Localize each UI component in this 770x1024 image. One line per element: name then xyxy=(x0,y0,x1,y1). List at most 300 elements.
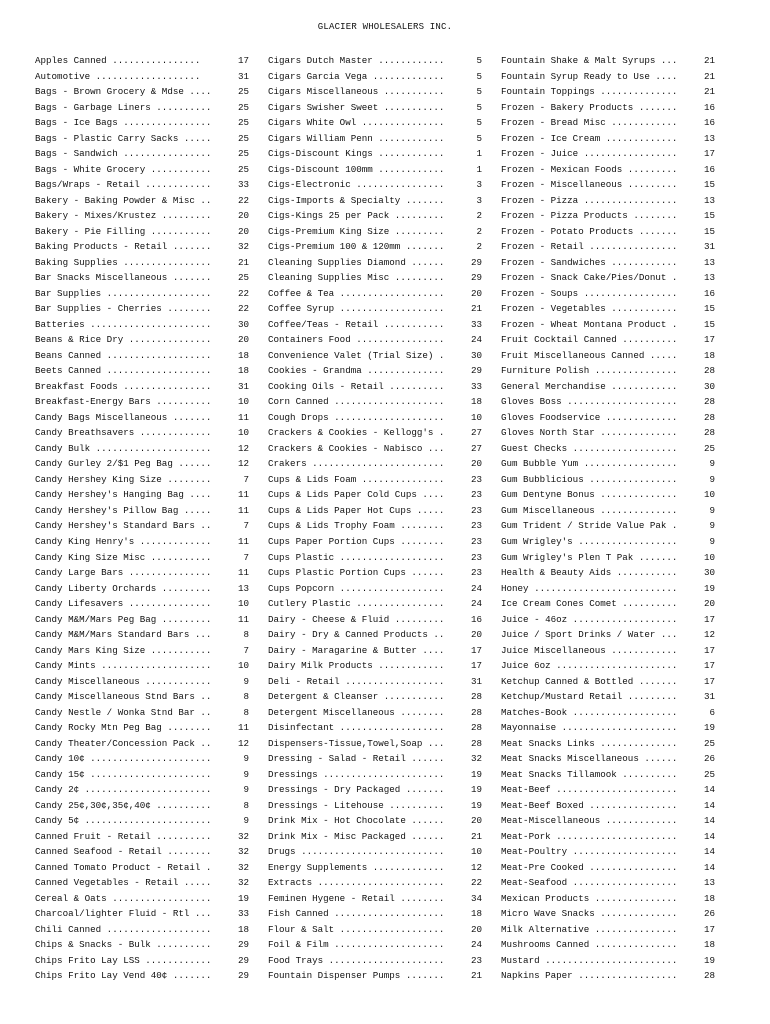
entry-page-number: 13 xyxy=(703,194,715,206)
index-entry xyxy=(501,798,715,814)
index-entry xyxy=(35,379,249,395)
entry-page-number: 28 xyxy=(703,365,715,377)
entry-label: Candy Hershey's Hanging Bag .... xyxy=(35,489,212,501)
entry-label: Juice / Sport Drinks / Water ... xyxy=(501,629,678,641)
entry-page-number: 9 xyxy=(709,473,715,485)
index-entry xyxy=(501,705,715,721)
entry-page-number: 32 xyxy=(237,241,249,253)
entry-label: Chips Frito Lay LSS ............ xyxy=(35,954,212,966)
entry-label: Cleaning Supplies Misc ......... xyxy=(268,272,445,284)
entry-page-number: 16 xyxy=(703,287,715,299)
index-entry xyxy=(268,751,482,767)
entry-page-number: 12 xyxy=(470,861,482,873)
entry-page-number: 21 xyxy=(703,70,715,82)
entry-label: Candy 25¢,30¢,35¢,40¢ .......... xyxy=(35,799,212,811)
index-entry xyxy=(501,487,715,503)
entry-page-number: 25 xyxy=(703,442,715,454)
entry-page-number: 18 xyxy=(470,908,482,920)
entry-label: Frozen - Juice ................. xyxy=(501,148,678,160)
index-entry xyxy=(501,425,715,441)
entry-label: Chili Canned ................... xyxy=(35,923,212,935)
entry-label: Mexican Products ............... xyxy=(501,892,678,904)
entry-label: Cups & Lids Paper Cold Cups .... xyxy=(268,489,445,501)
entry-label: Frozen - Pizza Products ........ xyxy=(501,210,678,222)
entry-page-number: 25 xyxy=(237,163,249,175)
index-entry xyxy=(35,363,249,379)
entry-page-number: 27 xyxy=(470,427,482,439)
index-entry xyxy=(35,658,249,674)
entry-label: Cups & Lids Trophy Foam ........ xyxy=(268,520,445,532)
entry-label: Canned Tomato Product - Retail . xyxy=(35,861,212,873)
entry-label: Cigars Garcia Vega ............. xyxy=(268,70,445,82)
index-entry xyxy=(35,906,249,922)
index-entry xyxy=(35,270,249,286)
entry-label: Cups Plastic Portion Cups ...... xyxy=(268,567,445,579)
entry-page-number: 9 xyxy=(709,504,715,516)
entry-label: Chips & Snacks - Bulk .......... xyxy=(35,939,212,951)
entry-label: Cigs-Discount 100mm ............ xyxy=(268,163,445,175)
index-entry xyxy=(35,844,249,860)
index-entry xyxy=(268,115,482,131)
entry-page-number: 17 xyxy=(703,644,715,656)
index-entry xyxy=(268,425,482,441)
entry-page-number: 13 xyxy=(703,256,715,268)
entry-page-number: 23 xyxy=(470,535,482,547)
entry-page-number: 19 xyxy=(703,722,715,734)
entry-label: Gloves Boss .................... xyxy=(501,396,678,408)
entry-label: Coffee Syrup ................... xyxy=(268,303,445,315)
entry-page-number: 16 xyxy=(703,101,715,113)
entry-label: Fish Canned .................... xyxy=(268,908,445,920)
entry-page-number: 31 xyxy=(703,241,715,253)
entry-page-number: 25 xyxy=(237,86,249,98)
index-entry xyxy=(268,689,482,705)
entry-page-number: 17 xyxy=(703,923,715,935)
entry-label: Dairy - Maragarine & Butter .... xyxy=(268,644,445,656)
entry-page-number: 5 xyxy=(476,55,482,66)
index-entry xyxy=(268,472,482,488)
entry-page-number: 9 xyxy=(709,520,715,532)
entry-label: Food Trays ..................... xyxy=(268,954,445,966)
index-entry xyxy=(35,224,249,240)
index-entry xyxy=(501,456,715,472)
entry-label: Canned Seafood - Retail ........ xyxy=(35,846,212,858)
entry-page-number: 21 xyxy=(470,830,482,842)
entry-label: Crackers & Cookies - Nabisco ... xyxy=(268,442,445,454)
entry-page-number: 1 xyxy=(476,163,482,175)
index-entry xyxy=(35,596,249,612)
index-entry xyxy=(501,441,715,457)
index-entry xyxy=(268,363,482,379)
index-entry xyxy=(268,674,482,690)
entry-page-number: 14 xyxy=(703,815,715,827)
entry-page-number: 10 xyxy=(237,660,249,672)
entry-label: Milk Alternative ............... xyxy=(501,923,678,935)
index-entry xyxy=(501,131,715,147)
index-entry xyxy=(501,379,715,395)
index-entry xyxy=(501,286,715,302)
entry-label: Cigs-Imports & Specialty ....... xyxy=(268,194,445,206)
entry-label: Cups Plastic ................... xyxy=(268,551,445,563)
entry-page-number: 20 xyxy=(470,815,482,827)
entry-label: Health & Beauty Aids ........... xyxy=(501,567,678,579)
index-entry xyxy=(268,84,482,100)
entry-page-number: 3 xyxy=(476,179,482,191)
entry-page-number: 16 xyxy=(470,613,482,625)
entry-label: Ice Cream Cones Comet .......... xyxy=(501,598,678,610)
entry-label: Candy Mints .................... xyxy=(35,660,212,672)
index-entry xyxy=(35,239,249,255)
entry-page-number: 31 xyxy=(237,70,249,82)
entry-page-number: 12 xyxy=(237,458,249,470)
entry-page-number: 16 xyxy=(703,117,715,129)
entry-page-number: 21 xyxy=(470,303,482,315)
index-entry xyxy=(501,301,715,317)
index-entry xyxy=(35,69,249,85)
entry-label: Ketchup/Mustard Retail ......... xyxy=(501,691,678,703)
entry-label: Detergent Miscellaneous ........ xyxy=(268,706,445,718)
index-entry xyxy=(35,922,249,938)
entry-label: Dressing - Salad - Retail ...... xyxy=(268,753,445,765)
entry-page-number: 22 xyxy=(237,303,249,315)
entry-page-number: 10 xyxy=(237,396,249,408)
entry-page-number: 18 xyxy=(470,396,482,408)
index-entry xyxy=(501,503,715,519)
entry-page-number: 25 xyxy=(703,737,715,749)
entry-page-number: 34 xyxy=(470,892,482,904)
index-entry xyxy=(268,860,482,876)
entry-label: Breakfast-Energy Bars .......... xyxy=(35,396,212,408)
index-entry xyxy=(35,100,249,116)
index-column-2 xyxy=(268,53,482,984)
entry-page-number: 9 xyxy=(243,768,249,780)
index-entry xyxy=(501,208,715,224)
entry-page-number: 20 xyxy=(470,629,482,641)
entry-label: Napkins Paper .................. xyxy=(501,970,678,982)
entry-label: Dairy Milk Products ............ xyxy=(268,660,445,672)
entry-label: Fountain Toppings .............. xyxy=(501,86,678,98)
entry-page-number: 18 xyxy=(237,923,249,935)
entry-label: Extracts ....................... xyxy=(268,877,445,889)
entry-page-number: 16 xyxy=(703,163,715,175)
index-entry xyxy=(268,658,482,674)
index-entry xyxy=(35,829,249,845)
entry-label: Candy Nestle / Wonka Stnd Bar .. xyxy=(35,706,212,718)
index-entry xyxy=(35,286,249,302)
entry-page-number: 14 xyxy=(703,784,715,796)
entry-page-number: 12 xyxy=(237,442,249,454)
entry-page-number: 9 xyxy=(243,815,249,827)
entry-page-number: 1 xyxy=(476,148,482,160)
entry-page-number: 10 xyxy=(470,411,482,423)
index-entry xyxy=(501,146,715,162)
entry-page-number: 27 xyxy=(470,442,482,454)
index-entry xyxy=(268,193,482,209)
entry-page-number: 28 xyxy=(703,411,715,423)
entry-page-number: 21 xyxy=(703,55,715,66)
entry-label: Frozen - Pizza ................. xyxy=(501,194,678,206)
entry-label: Cups & Lids Foam ............... xyxy=(268,473,445,485)
entry-page-number: 5 xyxy=(476,70,482,82)
entry-label: Dairy - Dry & Canned Products .. xyxy=(268,629,445,641)
index-entry xyxy=(35,503,249,519)
entry-page-number: 33 xyxy=(470,380,482,392)
entry-label: Flour & Salt ................... xyxy=(268,923,445,935)
entry-label: Frozen - Wheat Montana Product . xyxy=(501,318,678,330)
entry-label: Bar Snacks Miscellaneous ....... xyxy=(35,272,212,284)
entry-page-number: 7 xyxy=(243,551,249,563)
entry-label: Cigs-Electronic ................ xyxy=(268,179,445,191)
index-entry xyxy=(35,798,249,814)
index-entry xyxy=(35,441,249,457)
entry-page-number: 25 xyxy=(237,117,249,129)
index-entry xyxy=(35,394,249,410)
index-entry xyxy=(35,751,249,767)
entry-page-number: 28 xyxy=(470,691,482,703)
index-entry xyxy=(268,798,482,814)
entry-page-number: 26 xyxy=(703,908,715,920)
entry-label: Gloves North Star .............. xyxy=(501,427,678,439)
entry-label: Frozen - Soups ................. xyxy=(501,287,678,299)
entry-page-number: 23 xyxy=(470,489,482,501)
index-entry xyxy=(268,891,482,907)
entry-page-number: 19 xyxy=(703,582,715,594)
index-entry xyxy=(35,937,249,953)
entry-label: Juice 6oz ...................... xyxy=(501,660,678,672)
index-entry xyxy=(501,239,715,255)
entry-label: Bar Supplies ................... xyxy=(35,287,212,299)
index-entry xyxy=(501,720,715,736)
entry-label: Frozen - Potato Products ....... xyxy=(501,225,678,237)
index-entry xyxy=(501,891,715,907)
entry-page-number: 8 xyxy=(243,691,249,703)
entry-page-number: 15 xyxy=(703,179,715,191)
entry-label: Bakery - Pie Filling ........... xyxy=(35,225,212,237)
entry-page-number: 17 xyxy=(703,148,715,160)
entry-label: Candy M&M/Mars Peg Bag ......... xyxy=(35,613,212,625)
index-entry xyxy=(501,813,715,829)
entry-label: Cutlery Plastic ................ xyxy=(268,598,445,610)
entry-page-number: 11 xyxy=(237,489,249,501)
entry-page-number: 7 xyxy=(243,520,249,532)
entry-page-number: 9 xyxy=(243,675,249,687)
entry-label: Frozen - Mexican Foods ......... xyxy=(501,163,678,175)
entry-page-number: 20 xyxy=(237,334,249,346)
entry-page-number: 2 xyxy=(476,210,482,222)
entry-label: Dairy - Cheese & Fluid ......... xyxy=(268,613,445,625)
entry-page-number: 13 xyxy=(703,877,715,889)
entry-label: Gum Wrigley's Plen T Pak ....... xyxy=(501,551,678,563)
entry-label: Candy Rocky Mtn Peg Bag ........ xyxy=(35,722,212,734)
index-entry xyxy=(501,193,715,209)
index-entry xyxy=(268,317,482,333)
entry-page-number: 9 xyxy=(709,535,715,547)
entry-page-number: 32 xyxy=(237,861,249,873)
entry-page-number: 17 xyxy=(703,613,715,625)
entry-page-number: 15 xyxy=(703,225,715,237)
index-entry xyxy=(501,394,715,410)
entry-label: Containers Food ................ xyxy=(268,334,445,346)
entry-label: Drugs .......................... xyxy=(268,846,445,858)
entry-page-number: 28 xyxy=(470,706,482,718)
index-entry xyxy=(35,410,249,426)
entry-page-number: 12 xyxy=(703,629,715,641)
index-entry xyxy=(501,177,715,193)
entry-label: Meat-Poultry ................... xyxy=(501,846,678,858)
index-entry xyxy=(501,115,715,131)
entry-page-number: 22 xyxy=(237,287,249,299)
index-entry xyxy=(268,829,482,845)
page-title: GLACIER WHOLESALERS INC. xyxy=(317,22,453,32)
entry-label: Candy Hershey King Size ........ xyxy=(35,473,212,485)
index-entry xyxy=(501,410,715,426)
entry-label: Gum Dentyne Bonus .............. xyxy=(501,489,678,501)
entry-label: Meat-Miscellaneous ............. xyxy=(501,815,678,827)
index-entry xyxy=(35,518,249,534)
index-entry xyxy=(501,736,715,752)
entry-label: Crackers & Cookies - Kellogg's . xyxy=(268,427,445,439)
index-entry xyxy=(35,674,249,690)
entry-page-number: 30 xyxy=(703,567,715,579)
entry-label: Candy Miscellaneous ............ xyxy=(35,675,212,687)
entry-label: Frozen - Bread Misc ............ xyxy=(501,117,678,129)
entry-page-number: 19 xyxy=(703,954,715,966)
entry-label: Beets Canned ................... xyxy=(35,365,212,377)
index-entry xyxy=(35,627,249,643)
entry-label: Candy Theater/Concession Pack .. xyxy=(35,737,212,749)
index-entry xyxy=(35,767,249,783)
entry-label: Juice Miscellaneous ............ xyxy=(501,644,678,656)
entry-label: Fruit Miscellaneous Canned ..... xyxy=(501,349,678,361)
entry-label: Cleaning Supplies Diamond ...... xyxy=(268,256,445,268)
entry-label: Convenience Valet (Trial Size) . xyxy=(268,349,445,361)
index-entry xyxy=(35,317,249,333)
entry-label: Bags - White Grocery ........... xyxy=(35,163,212,175)
entry-label: Bags - Sandwich ................ xyxy=(35,148,212,160)
index-entry xyxy=(35,487,249,503)
index-entry xyxy=(35,782,249,798)
entry-label: Meat-Seafood ................... xyxy=(501,877,678,889)
entry-label: Baking Products - Retail ....... xyxy=(35,241,212,253)
index-entry xyxy=(501,829,715,845)
entry-label: Frozen - Ice Cream ............. xyxy=(501,132,678,144)
entry-page-number: 18 xyxy=(703,892,715,904)
entry-page-number: 23 xyxy=(470,567,482,579)
entry-page-number: 25 xyxy=(237,101,249,113)
index-entry xyxy=(501,534,715,550)
entry-label: Frozen - Sandwiches ............ xyxy=(501,256,678,268)
index-entry xyxy=(501,162,715,178)
entry-page-number: 19 xyxy=(237,892,249,904)
index-entry xyxy=(501,922,715,938)
entry-page-number: 26 xyxy=(703,753,715,765)
entry-label: Cookies - Grandma .............. xyxy=(268,365,445,377)
entry-page-number: 6 xyxy=(709,706,715,718)
entry-label: Gum Trident / Stride Value Pak . xyxy=(501,520,678,532)
entry-label: Cigars White Owl ............... xyxy=(268,117,445,129)
entry-label: Cigs-Kings 25 per Pack ......... xyxy=(268,210,445,222)
index-entry xyxy=(501,860,715,876)
entry-label: Dressings ...................... xyxy=(268,768,445,780)
entry-page-number: 15 xyxy=(703,210,715,222)
entry-page-number: 14 xyxy=(703,846,715,858)
entry-label: Meat Snacks Links .............. xyxy=(501,737,678,749)
index-entry xyxy=(35,301,249,317)
entry-label: Drink Mix - Misc Packaged ...... xyxy=(268,830,445,842)
index-entry xyxy=(501,968,715,984)
entry-label: Meat-Beef ...................... xyxy=(501,784,678,796)
entry-label: Gloves Foodservice ............. xyxy=(501,411,678,423)
entry-page-number: 15 xyxy=(703,303,715,315)
entry-label: Gum Miscellaneous .............. xyxy=(501,504,678,516)
index-entry xyxy=(268,518,482,534)
entry-label: Candy 15¢ ...................... xyxy=(35,768,212,780)
index-entry xyxy=(35,146,249,162)
entry-page-number: 17 xyxy=(703,660,715,672)
index-entry xyxy=(501,674,715,690)
entry-page-number: 20 xyxy=(470,923,482,935)
index-entry xyxy=(501,565,715,581)
entry-label: Candy 2¢ ....................... xyxy=(35,784,212,796)
entry-page-number: 9 xyxy=(243,753,249,765)
entry-label: Frozen - Snack Cake/Pies/Donut . xyxy=(501,272,678,284)
entry-page-number: 18 xyxy=(703,349,715,361)
entry-label: Bakery - Baking Powder & Misc .. xyxy=(35,194,212,206)
entry-page-number: 11 xyxy=(237,504,249,516)
entry-page-number: 23 xyxy=(470,954,482,966)
entry-page-number: 17 xyxy=(237,55,249,66)
entry-label: Mustard ........................ xyxy=(501,954,678,966)
entry-label: Bags - Ice Bags ................ xyxy=(35,117,212,129)
entry-label: Breakfast Foods ................ xyxy=(35,380,212,392)
entry-label: Candy Liberty Orchards ......... xyxy=(35,582,212,594)
index-entry xyxy=(501,953,715,969)
entry-page-number: 19 xyxy=(470,768,482,780)
entry-page-number: 17 xyxy=(703,675,715,687)
entry-page-number: 7 xyxy=(243,473,249,485)
entry-page-number: 2 xyxy=(476,225,482,237)
entry-page-number: 33 xyxy=(470,318,482,330)
entry-label: Cups Paper Portion Cups ........ xyxy=(268,535,445,547)
entry-page-number: 30 xyxy=(703,380,715,392)
index-entry xyxy=(268,100,482,116)
index-entry xyxy=(268,332,482,348)
index-entry xyxy=(268,224,482,240)
entry-page-number: 21 xyxy=(703,86,715,98)
entry-label: Bar Supplies - Cherries ........ xyxy=(35,303,212,315)
entry-label: Cereal & Oats .................. xyxy=(35,892,212,904)
index-entry xyxy=(501,844,715,860)
index-entry xyxy=(268,503,482,519)
index-entry xyxy=(268,581,482,597)
index-entry xyxy=(501,518,715,534)
index-entry xyxy=(35,736,249,752)
index-entry xyxy=(268,146,482,162)
entry-label: Candy Miscellaneous Stnd Bars .. xyxy=(35,691,212,703)
entry-page-number: 28 xyxy=(470,722,482,734)
entry-page-number: 9 xyxy=(709,458,715,470)
entry-label: Meat-Pork ...................... xyxy=(501,830,678,842)
entry-page-number: 18 xyxy=(237,349,249,361)
entry-label: Cigs-Discount Kings ............ xyxy=(268,148,445,160)
index-entry xyxy=(501,332,715,348)
entry-label: Bags - Plastic Carry Sacks ..... xyxy=(35,132,212,144)
index-entry xyxy=(35,162,249,178)
entry-label: Drink Mix - Hot Chocolate ...... xyxy=(268,815,445,827)
index-entry xyxy=(35,255,249,271)
entry-label: Candy Breathsavers ............. xyxy=(35,427,212,439)
index-entry xyxy=(35,720,249,736)
